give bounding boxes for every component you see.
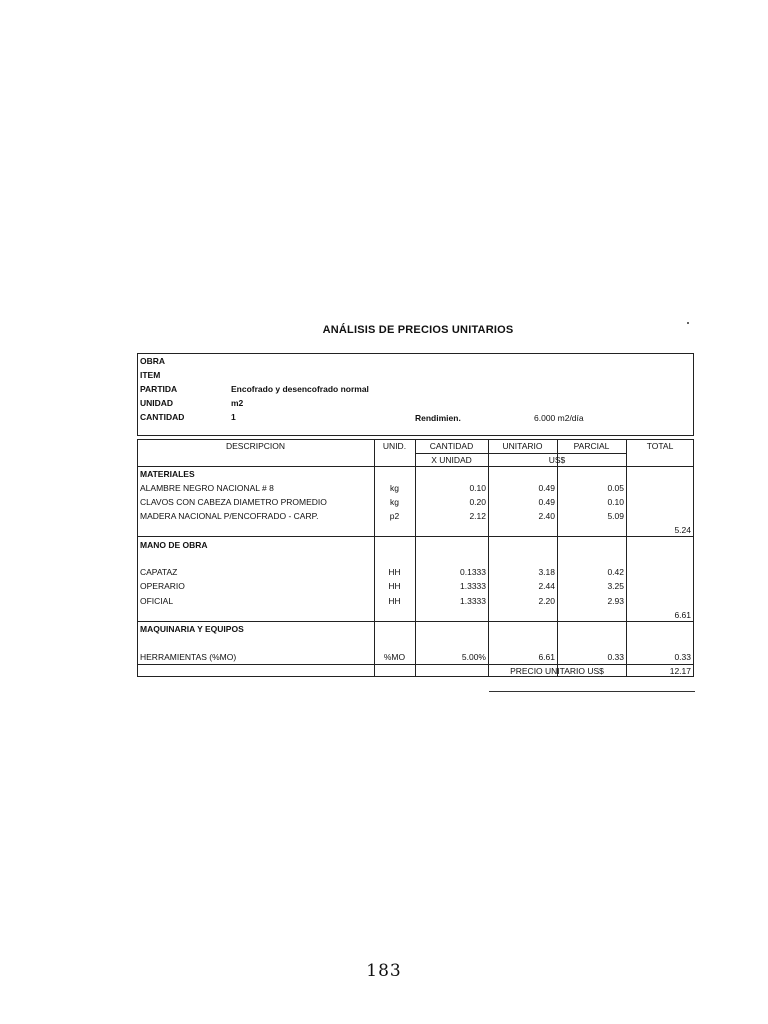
- col-header-total: TOTAL: [646, 441, 674, 451]
- col-divider-parcial: [557, 439, 558, 677]
- table-row-cantidad: 0.20: [469, 497, 486, 507]
- mano-obra-total: 6.61: [674, 610, 691, 620]
- table-row-unid: p2: [389, 511, 400, 521]
- table-row-unid: HH: [388, 581, 401, 591]
- price-analysis-sheet: [137, 353, 694, 677]
- table-row-parcial: 3.25: [607, 581, 624, 591]
- header-box: [137, 353, 694, 436]
- table-row-parcial: 0.05: [607, 483, 624, 493]
- table-row-parcial: 5.09: [607, 511, 624, 521]
- table-row-unitario: 2.20: [538, 596, 555, 606]
- signature-line: [489, 691, 695, 692]
- mano-obra-end-line: [137, 621, 694, 622]
- table-row-unitario: 2.44: [538, 581, 555, 591]
- page-number: 183: [366, 961, 402, 981]
- table-row-unitario: 6.61: [538, 652, 555, 662]
- table-row-unitario: 0.49: [538, 497, 555, 507]
- scan-speck: [687, 322, 689, 324]
- col-divider-total: [626, 439, 627, 677]
- maquinaria-end-line: [137, 664, 694, 665]
- table-row-unitario: 2.40: [538, 511, 555, 521]
- table-row-desc: ALAMBRE NEGRO NACIONAL # 8: [140, 483, 274, 493]
- table-row-parcial: 0.10: [607, 497, 624, 507]
- col-header-cantidad-sub: X UNIDAD: [431, 455, 472, 465]
- table-row-cantidad: 1.3333: [460, 581, 486, 591]
- section-mano-de-obra: MANO DE OBRA: [140, 540, 208, 550]
- section-materiales: MATERIALES: [140, 469, 195, 479]
- maquinaria-total: 0.33: [674, 652, 691, 662]
- precio-unitario-label: PRECIO UNITARIO US$: [510, 666, 604, 676]
- table-row-unitario: 3.18: [538, 567, 555, 577]
- cantidad-label: CANTIDAD: [140, 412, 185, 422]
- table-row-desc: CLAVOS CON CABEZA DIAMETRO PROMEDIO: [140, 497, 327, 507]
- table-row-cantidad: 0.10: [469, 483, 486, 493]
- table-row-desc: MADERA NACIONAL P/ENCOFRADO - CARP.: [140, 511, 319, 521]
- col-header-descripcion: DESCRIPCION: [225, 441, 286, 451]
- table-row-unitario: 0.49: [538, 483, 555, 493]
- col-divider-unitario: [488, 439, 489, 677]
- col-header-parcial: PARCIAL: [573, 441, 610, 451]
- header-subline: [415, 453, 626, 454]
- document-title: ANÁLISIS DE PRECIOS UNITARIOS: [322, 324, 514, 336]
- col-header-cantidad: CANTIDAD: [429, 441, 474, 451]
- partida-label: PARTIDA: [140, 384, 178, 394]
- table-row-desc: CAPATAZ: [140, 567, 178, 577]
- precio-unitario-value: 12.17: [669, 666, 691, 676]
- table-row-cantidad: 2.12: [469, 511, 486, 521]
- rendimiento-label: Rendimien.: [415, 413, 461, 423]
- col-divider-cantidad: [415, 439, 416, 677]
- table-row-unid: HH: [388, 596, 401, 606]
- rendimiento-value: 6.000 m2/día: [534, 413, 584, 423]
- table-row-parcial: 0.33: [607, 652, 624, 662]
- table-row-parcial: 0.42: [607, 567, 624, 577]
- table-row-unid: kg: [390, 497, 399, 507]
- section-maquinaria: MAQUINARIA Y EQUIPOS: [140, 624, 244, 634]
- header-bottom-line: [137, 466, 694, 467]
- table-row-cantidad: 1.3333: [460, 596, 486, 606]
- table-row-unid: %MO: [383, 652, 406, 662]
- table-row-unid: kg: [390, 483, 399, 493]
- table-row-desc: OFICIAL: [140, 596, 174, 606]
- item-label: ITEM: [140, 370, 161, 380]
- obra-label: OBRA: [140, 356, 166, 366]
- materiales-end-line: [137, 536, 694, 537]
- table-row-desc: HERRAMIENTAS (%MO): [140, 652, 237, 662]
- unidad-value: m2: [231, 398, 244, 408]
- table-row-parcial: 2.93: [607, 596, 624, 606]
- table-row-unid: HH: [388, 567, 401, 577]
- col-header-unitario: UNITARIO: [502, 441, 543, 451]
- table-row-desc: OPERARIO: [140, 581, 185, 591]
- col-divider-unid: [374, 439, 375, 677]
- col-header-currency: US$: [548, 455, 566, 465]
- col-header-unid: UNID.: [382, 441, 407, 451]
- cantidad-value: 1: [231, 412, 236, 422]
- table-row-cantidad: 0.1333: [460, 567, 486, 577]
- partida-value: Encofrado y desencofrado normal: [231, 384, 369, 394]
- unidad-label: UNIDAD: [140, 398, 174, 408]
- materiales-total: 5.24: [674, 525, 691, 535]
- table-row-cantidad: 5.00%: [461, 652, 486, 662]
